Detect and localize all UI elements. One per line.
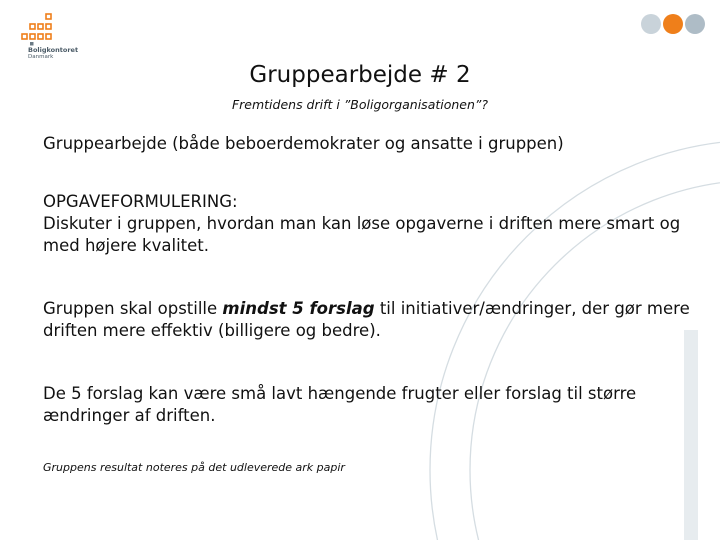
slide-subtitle: Fremtidens drift i ”Boligorganisationen”? [231, 97, 489, 112]
dot-orange [663, 14, 683, 34]
paragraph-suggestions: De 5 forslag kan være små lavt hængende frugter eller forslag til større ændringer af driften. [43, 384, 637, 425]
logo-name: Boligkontoret [28, 46, 79, 54]
paragraph-intro: Gruppearbejde (både beboerdemokrater og ansatte i gruppen) [43, 134, 564, 153]
task-body: Diskuter i gruppen, hvordan man kan løse opgaverne i driften mere smart og med højere kvalitet. [43, 214, 681, 255]
dot-light [641, 14, 661, 34]
task-heading: OPGAVEFORMULERING: [43, 192, 238, 211]
logo-squares-icon [18, 12, 58, 48]
paragraph-proposals [43, 298, 693, 342]
footnote: Gruppens resultat noteres på det udleverede ark papir [43, 461, 345, 474]
proposals-text-pre: Gruppen skal opstille [43, 299, 223, 318]
paragraph-task [43, 191, 693, 257]
proposals-emphasis: mindst 5 forslag [222, 299, 375, 318]
dot-grey [685, 14, 705, 34]
proposals-text-post: til initiativer/ændringer, der gør mere driften mere effektiv (billigere og bedre). [43, 299, 690, 340]
decorative-bar [684, 330, 698, 540]
logo-subtitle: Danmark [28, 54, 54, 60]
slide-title: Gruppearbejde # 2 [249, 62, 471, 88]
